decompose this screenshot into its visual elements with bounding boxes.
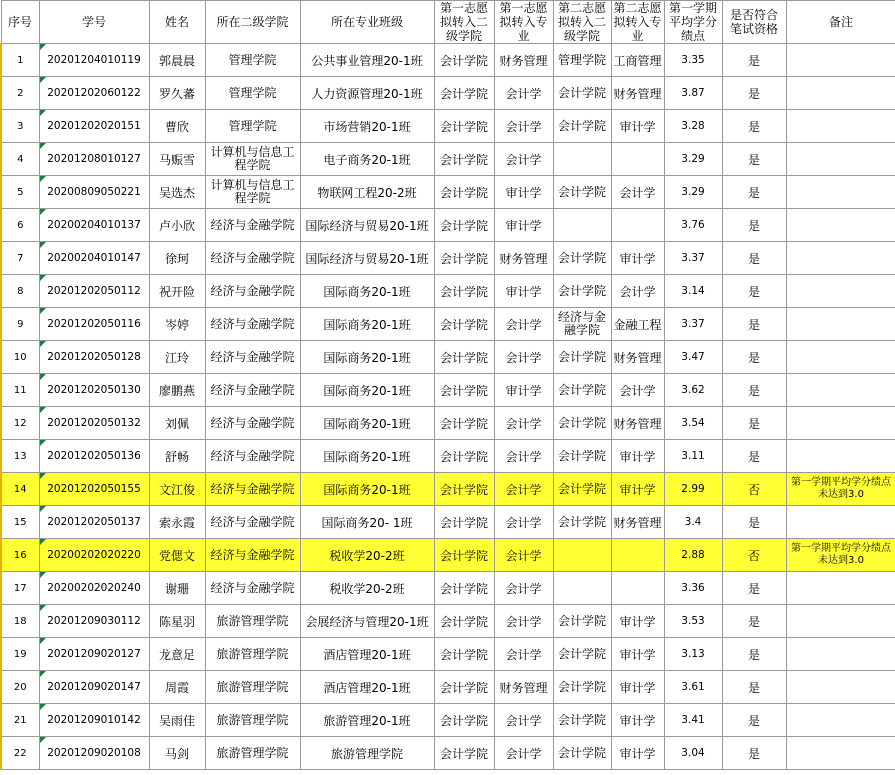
cell-name[interactable]: 岑婷 (149, 308, 205, 341)
cell-college[interactable]: 管理学院 (205, 77, 300, 110)
header-id[interactable]: 学号 (39, 1, 149, 44)
cell-no[interactable]: 1 (1, 44, 39, 77)
cell-choice1-major[interactable]: 会计学 (494, 539, 553, 572)
cell-note[interactable] (786, 737, 895, 770)
cell-eligible[interactable]: 是 (722, 209, 786, 242)
cell-gpa[interactable]: 3.61 (664, 671, 722, 704)
cell-choice1-college[interactable]: 会计学院 (434, 473, 494, 506)
header-choice2-major[interactable]: 第二志愿拟转入专业 (611, 1, 664, 44)
cell-no[interactable]: 10 (1, 341, 39, 374)
cell-eligible[interactable]: 是 (722, 308, 786, 341)
cell-student-id[interactable]: 20201202050132 (39, 407, 149, 440)
cell-choice2-college[interactable] (553, 572, 611, 605)
cell-gpa[interactable]: 3.4 (664, 506, 722, 539)
cell-name[interactable]: 马赈雪 (149, 143, 205, 176)
cell-name[interactable]: 马剑 (149, 737, 205, 770)
cell-no[interactable]: 3 (1, 110, 39, 143)
cell-eligible[interactable]: 是 (722, 737, 786, 770)
cell-major-class[interactable]: 国际经济与贸易20-1班 (300, 209, 434, 242)
cell-major-class[interactable]: 税收学20-2班 (300, 572, 434, 605)
table-row (1, 176, 895, 209)
cell-major-class[interactable]: 酒店管理20-1班 (300, 671, 434, 704)
cell-eligible[interactable]: 是 (722, 605, 786, 638)
cell-no[interactable]: 19 (1, 638, 39, 671)
cell-student-id[interactable]: 20201202050112 (39, 275, 149, 308)
cell-eligible[interactable]: 是 (722, 110, 786, 143)
cell-choice1-major[interactable]: 审计学 (494, 176, 553, 209)
table-row (1, 308, 895, 341)
cell-gpa[interactable]: 3.62 (664, 374, 722, 407)
table-row (1, 242, 895, 275)
table-row (1, 671, 895, 704)
cell-major-class[interactable]: 酒店管理20-1班 (300, 638, 434, 671)
cell-choice1-major[interactable]: 会计学 (494, 407, 553, 440)
cell-eligible[interactable]: 是 (722, 407, 786, 440)
cell-college[interactable]: 计算机与信息工程学院 (205, 143, 300, 176)
cell-note[interactable] (786, 176, 895, 209)
cell-eligible[interactable]: 否 (722, 473, 786, 506)
cell-major-class[interactable]: 国际商务20-1班 (300, 308, 434, 341)
cell-choice2-college[interactable]: 会计学院 (553, 671, 611, 704)
cell-eligible[interactable]: 否 (722, 539, 786, 572)
cell-choice2-college[interactable]: 会计学院 (553, 638, 611, 671)
cell-college[interactable]: 经济与金融学院 (205, 308, 300, 341)
table-row (1, 704, 895, 737)
cell-major-class[interactable]: 国际商务20- 1班 (300, 506, 434, 539)
cell-choice1-college[interactable]: 会计学院 (434, 605, 494, 638)
cell-choice2-college[interactable]: 管理学院 (553, 44, 611, 77)
cell-major-class[interactable]: 国际商务20-1班 (300, 440, 434, 473)
cell-choice2-college[interactable]: 会计学院 (553, 176, 611, 209)
cell-choice1-college[interactable]: 会计学院 (434, 308, 494, 341)
cell-choice2-college[interactable]: 经济与金融学院 (553, 308, 611, 341)
cell-no[interactable]: 22 (1, 737, 39, 770)
cell-choice1-college[interactable]: 会计学院 (434, 143, 494, 176)
cell-eligible[interactable]: 是 (722, 176, 786, 209)
table-row (1, 374, 895, 407)
cell-name[interactable]: 龙意足 (149, 638, 205, 671)
header-row (1, 1, 895, 44)
cell-choice1-college[interactable]: 会计学院 (434, 176, 494, 209)
cell-gpa[interactable]: 3.47 (664, 341, 722, 374)
cell-choice1-major[interactable]: 会计学 (494, 77, 553, 110)
table-row (1, 341, 895, 374)
cell-no[interactable]: 18 (1, 605, 39, 638)
cell-gpa[interactable]: 3.04 (664, 737, 722, 770)
cell-choice1-major[interactable]: 会计学 (494, 737, 553, 770)
cell-eligible[interactable]: 是 (722, 572, 786, 605)
cell-student-id[interactable]: 20201202060122 (39, 77, 149, 110)
cell-choice2-college[interactable] (553, 539, 611, 572)
cell-no[interactable]: 20 (1, 671, 39, 704)
cell-note[interactable] (786, 275, 895, 308)
cell-major-class[interactable]: 国际商务20-1班 (300, 275, 434, 308)
cell-choice2-major[interactable]: 财务管理 (611, 407, 664, 440)
cell-choice1-college[interactable]: 会计学院 (434, 440, 494, 473)
cell-choice2-college[interactable]: 会计学院 (553, 275, 611, 308)
cell-choice2-college[interactable]: 会计学院 (553, 341, 611, 374)
cell-choice1-major[interactable]: 审计学 (494, 275, 553, 308)
cell-student-id[interactable]: 20201209010142 (39, 704, 149, 737)
cell-choice2-major[interactable]: 审计学 (611, 605, 664, 638)
cell-note[interactable] (786, 143, 895, 176)
cell-no[interactable]: 5 (1, 176, 39, 209)
header-note[interactable]: 备注 (786, 1, 895, 44)
table-row (1, 275, 895, 308)
cell-note[interactable] (786, 209, 895, 242)
cell-major-class[interactable]: 人力资源管理20-1班 (300, 77, 434, 110)
table-row (1, 473, 895, 506)
cell-major-class[interactable]: 国际商务20-1班 (300, 374, 434, 407)
cell-eligible[interactable]: 是 (722, 44, 786, 77)
header-major-class[interactable]: 所在专业班级 (300, 1, 434, 44)
cell-name[interactable]: 吴选杰 (149, 176, 205, 209)
cell-college[interactable]: 经济与金融学院 (205, 440, 300, 473)
cell-note[interactable] (786, 671, 895, 704)
cell-choice2-major[interactable]: 会计学 (611, 176, 664, 209)
cell-name[interactable]: 谢珊 (149, 572, 205, 605)
table-row (1, 77, 895, 110)
cell-student-id[interactable]: 20201202050130 (39, 374, 149, 407)
cell-eligible[interactable]: 是 (722, 506, 786, 539)
cell-no[interactable]: 9 (1, 308, 39, 341)
cell-eligible[interactable]: 是 (722, 143, 786, 176)
cell-name[interactable]: 祝开险 (149, 275, 205, 308)
cell-student-id[interactable]: 20200202020220 (39, 539, 149, 572)
cell-note[interactable]: 第一学期平均学分绩点未达到3.0 (786, 539, 895, 572)
cell-college[interactable]: 旅游管理学院 (205, 737, 300, 770)
cell-eligible[interactable]: 是 (722, 77, 786, 110)
cell-student-id[interactable]: 20201204010119 (39, 44, 149, 77)
cell-name[interactable]: 郭晨晨 (149, 44, 205, 77)
cell-student-id[interactable]: 20201209020108 (39, 737, 149, 770)
cell-major-class[interactable]: 税收学20-2班 (300, 539, 434, 572)
cell-eligible[interactable]: 是 (722, 440, 786, 473)
cell-choice1-major[interactable]: 会计学 (494, 473, 553, 506)
cell-eligible[interactable]: 是 (722, 275, 786, 308)
cell-note[interactable] (786, 506, 895, 539)
cell-name[interactable]: 罗久蕃 (149, 77, 205, 110)
cell-no[interactable]: 4 (1, 143, 39, 176)
cell-eligible[interactable]: 是 (722, 242, 786, 275)
cell-choice2-major[interactable] (611, 539, 664, 572)
cell-college[interactable]: 经济与金融学院 (205, 473, 300, 506)
cell-choice2-major[interactable]: 审计学 (611, 638, 664, 671)
cell-note[interactable] (786, 110, 895, 143)
cell-college[interactable]: 经济与金融学院 (205, 539, 300, 572)
cell-choice1-major[interactable]: 财务管理 (494, 242, 553, 275)
cell-choice1-major[interactable]: 财务管理 (494, 671, 553, 704)
table-row (1, 539, 895, 572)
cell-choice2-college[interactable] (553, 143, 611, 176)
cell-choice2-major[interactable]: 财务管理 (611, 506, 664, 539)
cell-no[interactable]: 16 (1, 539, 39, 572)
cell-student-id[interactable]: 20201202050155 (39, 473, 149, 506)
cell-choice1-major[interactable]: 会计学 (494, 308, 553, 341)
cell-choice2-college[interactable]: 会计学院 (553, 242, 611, 275)
cell-choice1-college[interactable]: 会计学院 (434, 539, 494, 572)
cell-note[interactable] (786, 77, 895, 110)
cell-college[interactable]: 旅游管理学院 (205, 671, 300, 704)
cell-gpa[interactable]: 3.41 (664, 704, 722, 737)
cell-gpa[interactable]: 3.29 (664, 143, 722, 176)
cell-college[interactable]: 经济与金融学院 (205, 374, 300, 407)
cell-college[interactable]: 旅游管理学院 (205, 605, 300, 638)
header-eligible[interactable]: 是否符合笔试资格 (722, 1, 786, 44)
table-row (1, 110, 895, 143)
cell-note[interactable] (786, 242, 895, 275)
cell-no[interactable]: 14 (1, 473, 39, 506)
cell-gpa[interactable]: 2.99 (664, 473, 722, 506)
table-row (1, 572, 895, 605)
table-row (1, 605, 895, 638)
cell-choice2-major[interactable] (611, 572, 664, 605)
cell-major-class[interactable]: 物联网工程20-2班 (300, 176, 434, 209)
cell-college[interactable]: 管理学院 (205, 110, 300, 143)
cell-choice2-college[interactable]: 会计学院 (553, 506, 611, 539)
cell-student-id[interactable]: 20200202020240 (39, 572, 149, 605)
cell-choice1-college[interactable]: 会计学院 (434, 671, 494, 704)
cell-note[interactable] (786, 44, 895, 77)
cell-gpa[interactable]: 3.35 (664, 44, 722, 77)
cell-choice1-major[interactable]: 会计学 (494, 638, 553, 671)
cell-eligible[interactable]: 是 (722, 704, 786, 737)
cell-no[interactable]: 17 (1, 572, 39, 605)
cell-note[interactable] (786, 638, 895, 671)
cell-choice2-major[interactable]: 审计学 (611, 737, 664, 770)
cell-choice1-college[interactable]: 会计学院 (434, 737, 494, 770)
cell-gpa[interactable]: 3.54 (664, 407, 722, 440)
cell-student-id[interactable]: 20201209030112 (39, 605, 149, 638)
cell-college[interactable]: 经济与金融学院 (205, 506, 300, 539)
cell-student-id[interactable]: 20200204010147 (39, 242, 149, 275)
cell-gpa[interactable]: 3.76 (664, 209, 722, 242)
cell-note[interactable]: 第一学期平均学分绩点未达到3.0 (786, 473, 895, 506)
cell-choice2-college[interactable]: 会计学院 (553, 605, 611, 638)
header-choice2-college[interactable]: 第二志愿拟转入二级学院 (553, 1, 611, 44)
cell-choice1-major[interactable]: 会计学 (494, 440, 553, 473)
cell-choice2-major[interactable]: 审计学 (611, 440, 664, 473)
cell-choice1-major[interactable]: 会计学 (494, 341, 553, 374)
table-row (1, 407, 895, 440)
cell-gpa[interactable]: 3.14 (664, 275, 722, 308)
cell-name[interactable]: 周霞 (149, 671, 205, 704)
cell-note[interactable] (786, 341, 895, 374)
cell-student-id[interactable]: 20200809050221 (39, 176, 149, 209)
cell-choice1-college[interactable]: 会计学院 (434, 209, 494, 242)
cell-choice1-college[interactable]: 会计学院 (434, 44, 494, 77)
cell-note[interactable] (786, 572, 895, 605)
cell-gpa[interactable]: 3.13 (664, 638, 722, 671)
table-row (1, 209, 895, 242)
cell-no[interactable]: 11 (1, 374, 39, 407)
cell-gpa[interactable]: 3.11 (664, 440, 722, 473)
cell-choice2-major[interactable]: 会计学 (611, 374, 664, 407)
cell-no[interactable]: 8 (1, 275, 39, 308)
cell-name[interactable]: 曹欣 (149, 110, 205, 143)
table-row (1, 506, 895, 539)
cell-choice1-college[interactable]: 会计学院 (434, 242, 494, 275)
cell-gpa[interactable]: 3.29 (664, 176, 722, 209)
cell-note[interactable] (786, 407, 895, 440)
cell-student-id[interactable]: 20201202020151 (39, 110, 149, 143)
cell-student-id[interactable]: 20201209020147 (39, 671, 149, 704)
table-row (1, 440, 895, 473)
cell-gpa[interactable]: 3.37 (664, 308, 722, 341)
cell-gpa[interactable]: 3.37 (664, 242, 722, 275)
cell-student-id[interactable]: 20201209020127 (39, 638, 149, 671)
cell-gpa[interactable]: 2.88 (664, 539, 722, 572)
cell-choice1-major[interactable]: 会计学 (494, 605, 553, 638)
cell-choice2-college[interactable]: 会计学院 (553, 110, 611, 143)
cell-choice2-major[interactable]: 金融工程 (611, 308, 664, 341)
cell-choice2-major[interactable]: 审计学 (611, 473, 664, 506)
cell-gpa[interactable]: 3.53 (664, 605, 722, 638)
cell-choice2-college[interactable]: 会计学院 (553, 77, 611, 110)
cell-major-class[interactable]: 旅游管理20-1班 (300, 704, 434, 737)
cell-note[interactable] (786, 440, 895, 473)
cell-choice2-college[interactable]: 会计学院 (553, 440, 611, 473)
cell-college[interactable]: 经济与金融学院 (205, 275, 300, 308)
cell-choice2-major[interactable] (611, 209, 664, 242)
cell-choice1-college[interactable]: 会计学院 (434, 506, 494, 539)
header-college[interactable]: 所在二级学院 (205, 1, 300, 44)
cell-no[interactable]: 7 (1, 242, 39, 275)
cell-choice1-major[interactable]: 审计学 (494, 209, 553, 242)
cell-choice1-major[interactable]: 会计学 (494, 506, 553, 539)
cell-student-id[interactable]: 20201202050116 (39, 308, 149, 341)
cell-choice2-college[interactable] (553, 209, 611, 242)
cell-choice1-major[interactable]: 审计学 (494, 374, 553, 407)
cell-student-id[interactable]: 20201208010127 (39, 143, 149, 176)
cell-college[interactable]: 经济与金融学院 (205, 572, 300, 605)
cell-note[interactable] (786, 308, 895, 341)
cell-name[interactable]: 吴雨佳 (149, 704, 205, 737)
cell-choice1-major[interactable]: 财务管理 (494, 44, 553, 77)
table-row (1, 143, 895, 176)
cell-eligible[interactable]: 是 (722, 374, 786, 407)
cell-major-class[interactable]: 电子商务20-1班 (300, 143, 434, 176)
cell-major-class[interactable]: 会展经济与管理20-1班 (300, 605, 434, 638)
cell-name[interactable]: 卢小欣 (149, 209, 205, 242)
cell-choice2-major[interactable] (611, 143, 664, 176)
cell-college[interactable]: 旅游管理学院 (205, 704, 300, 737)
cell-name[interactable]: 徐珂 (149, 242, 205, 275)
cell-name[interactable]: 刘佩 (149, 407, 205, 440)
cell-choice1-major[interactable]: 会计学 (494, 704, 553, 737)
cell-choice2-college[interactable]: 会计学院 (553, 737, 611, 770)
cell-choice1-major[interactable]: 会计学 (494, 572, 553, 605)
cell-choice2-college[interactable]: 会计学院 (553, 374, 611, 407)
cell-major-class[interactable]: 公共事业管理20-1班 (300, 44, 434, 77)
cell-choice1-major[interactable]: 会计学 (494, 110, 553, 143)
cell-gpa[interactable]: 3.87 (664, 77, 722, 110)
cell-choice1-college[interactable]: 会计学院 (434, 77, 494, 110)
cell-choice1-college[interactable]: 会计学院 (434, 407, 494, 440)
cell-student-id[interactable]: 20201202050136 (39, 440, 149, 473)
cell-choice1-college[interactable]: 会计学院 (434, 374, 494, 407)
cell-choice2-major[interactable]: 审计学 (611, 242, 664, 275)
cell-choice2-college[interactable]: 会计学院 (553, 473, 611, 506)
cell-name[interactable]: 江玲 (149, 341, 205, 374)
cell-no[interactable]: 2 (1, 77, 39, 110)
cell-eligible[interactable]: 是 (722, 341, 786, 374)
cell-gpa[interactable]: 3.36 (664, 572, 722, 605)
cell-choice2-major[interactable]: 财务管理 (611, 77, 664, 110)
cell-choice1-college[interactable]: 会计学院 (434, 638, 494, 671)
cell-name[interactable]: 文江俊 (149, 473, 205, 506)
cell-choice2-major[interactable]: 会计学 (611, 275, 664, 308)
cell-name[interactable]: 舒畅 (149, 440, 205, 473)
cell-choice2-college[interactable]: 会计学院 (553, 407, 611, 440)
cell-major-class[interactable]: 市场营销20-1班 (300, 110, 434, 143)
table-row (1, 737, 895, 770)
cell-gpa[interactable]: 3.28 (664, 110, 722, 143)
header-name[interactable]: 姓名 (149, 1, 205, 44)
cell-choice2-major[interactable]: 工商管理 (611, 44, 664, 77)
header-choice1-college[interactable]: 第一志愿拟转入二级学院 (434, 1, 494, 44)
cell-college[interactable]: 经济与金融学院 (205, 209, 300, 242)
cell-choice1-college[interactable]: 会计学院 (434, 275, 494, 308)
cell-major-class[interactable]: 国际商务20-1班 (300, 407, 434, 440)
cell-choice1-college[interactable]: 会计学院 (434, 110, 494, 143)
cell-choice2-major[interactable]: 审计学 (611, 671, 664, 704)
cell-no[interactable]: 12 (1, 407, 39, 440)
cell-student-id[interactable]: 20201202050128 (39, 341, 149, 374)
header-gpa[interactable]: 第一学期平均学分绩点 (664, 1, 722, 44)
cell-student-id[interactable]: 20201202050137 (39, 506, 149, 539)
cell-choice2-major[interactable]: 财务管理 (611, 341, 664, 374)
cell-major-class[interactable]: 国际经济与贸易20-1班 (300, 242, 434, 275)
table-row (1, 638, 895, 671)
cell-note[interactable] (786, 704, 895, 737)
cell-note[interactable] (786, 605, 895, 638)
cell-choice1-college[interactable]: 会计学院 (434, 704, 494, 737)
cell-note[interactable] (786, 374, 895, 407)
cell-no[interactable]: 15 (1, 506, 39, 539)
cell-choice2-major[interactable]: 审计学 (611, 110, 664, 143)
cell-no[interactable]: 13 (1, 440, 39, 473)
cell-college[interactable]: 计算机与信息工程学院 (205, 176, 300, 209)
cell-major-class[interactable]: 国际商务20-1班 (300, 341, 434, 374)
cell-major-class[interactable]: 旅游管理学院 (300, 737, 434, 770)
cell-name[interactable]: 廖鹏燕 (149, 374, 205, 407)
cell-college[interactable]: 经济与金融学院 (205, 242, 300, 275)
cell-choice2-major[interactable]: 审计学 (611, 704, 664, 737)
table-row (1, 44, 895, 77)
cell-no[interactable]: 21 (1, 704, 39, 737)
cell-major-class[interactable]: 国际商务20-1班 (300, 473, 434, 506)
cell-name[interactable]: 陈星羽 (149, 605, 205, 638)
cell-college[interactable]: 管理学院 (205, 44, 300, 77)
cell-choice1-major[interactable]: 会计学 (494, 143, 553, 176)
cell-choice2-college[interactable]: 会计学院 (553, 704, 611, 737)
cell-choice1-college[interactable]: 会计学院 (434, 572, 494, 605)
cell-name[interactable]: 党偲文 (149, 539, 205, 572)
header-choice1-major[interactable]: 第一志愿拟转入专业 (494, 1, 553, 44)
cell-college[interactable]: 旅游管理学院 (205, 638, 300, 671)
cell-college[interactable]: 经济与金融学院 (205, 341, 300, 374)
cell-college[interactable]: 经济与金融学院 (205, 407, 300, 440)
cell-eligible[interactable]: 是 (722, 671, 786, 704)
cell-student-id[interactable]: 20200204010137 (39, 209, 149, 242)
cell-name[interactable]: 索永霞 (149, 506, 205, 539)
cell-choice1-college[interactable]: 会计学院 (434, 341, 494, 374)
header-no[interactable]: 序号 (1, 1, 39, 44)
cell-no[interactable]: 6 (1, 209, 39, 242)
cell-eligible[interactable]: 是 (722, 638, 786, 671)
